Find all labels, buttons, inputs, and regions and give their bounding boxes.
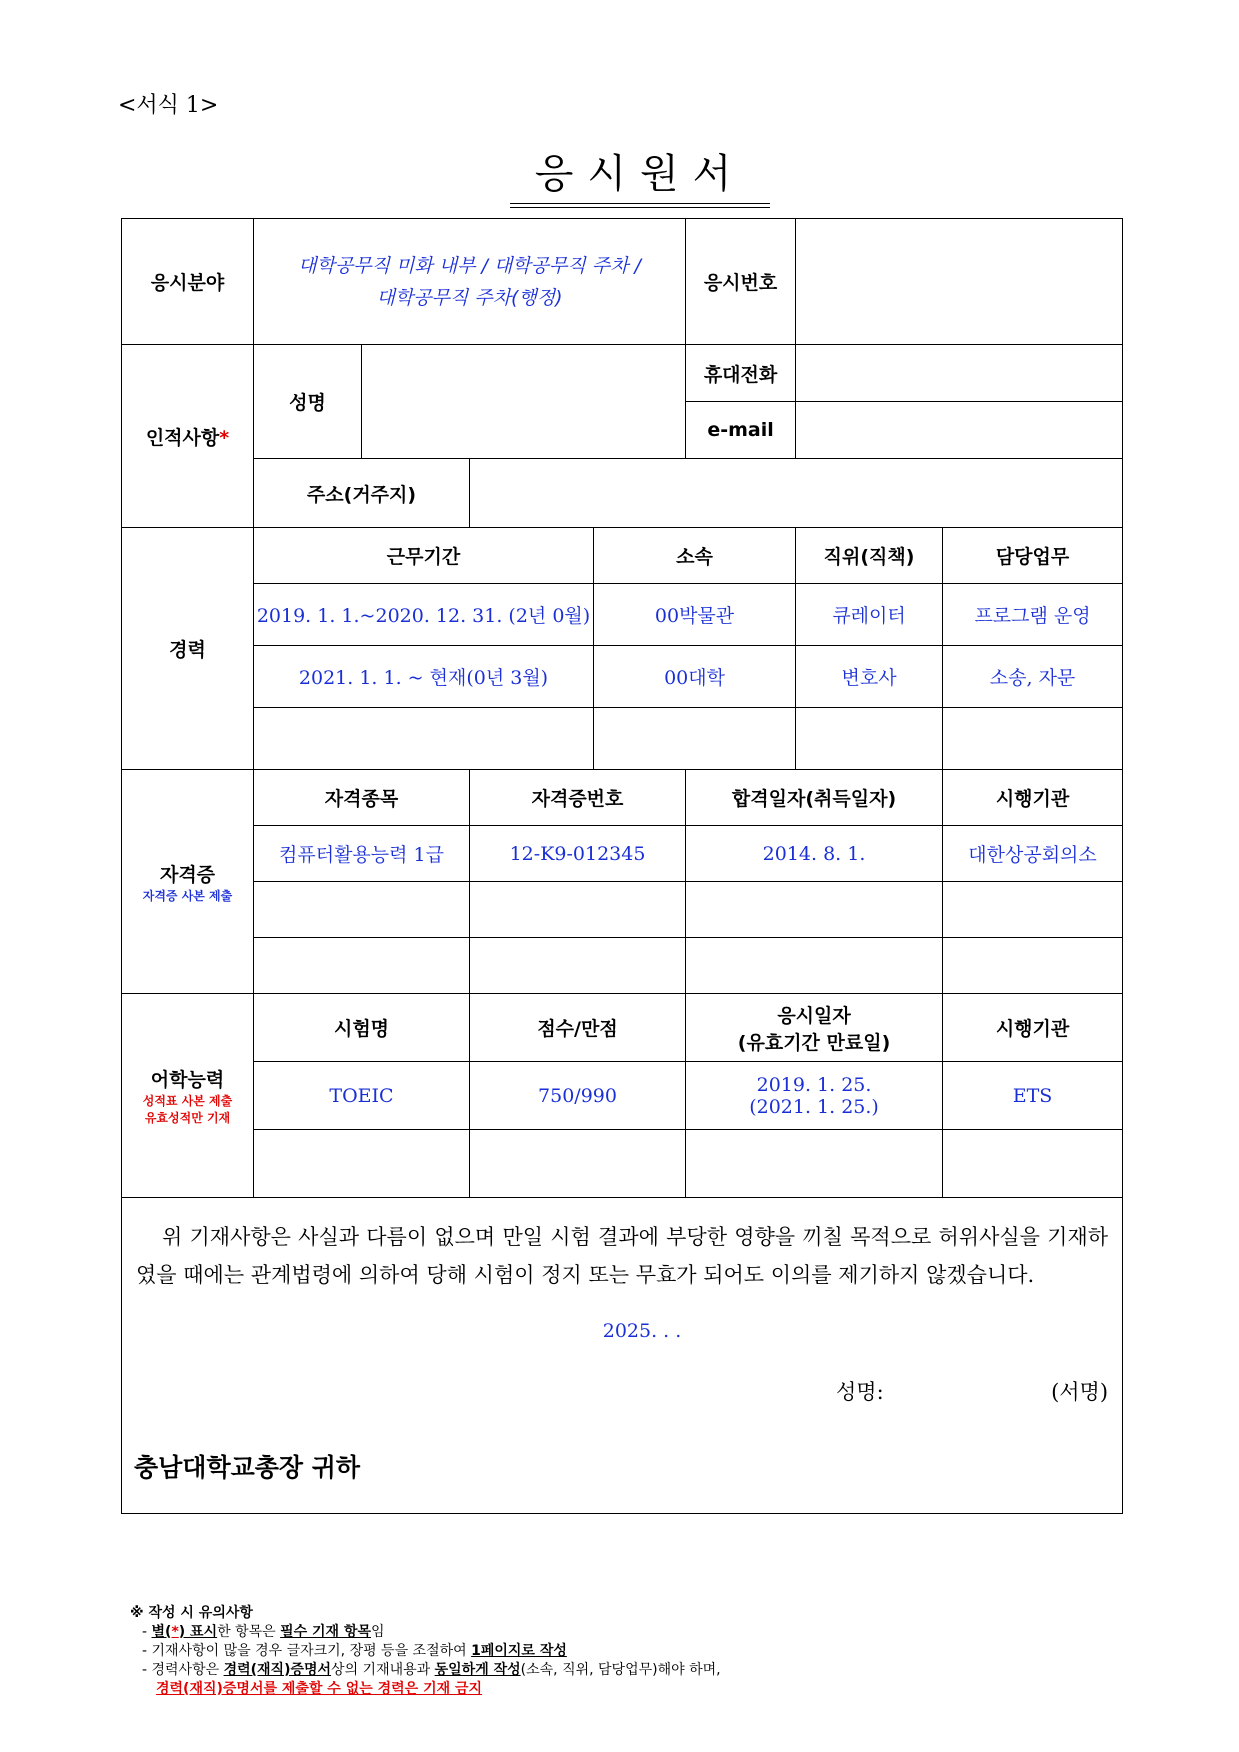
- personal-label-text: 인적사항: [145, 426, 220, 449]
- personal-section-label: [122, 345, 254, 528]
- career-header-org: 소속: [594, 528, 796, 584]
- language-header-exam: 시험명: [254, 994, 470, 1062]
- language-date[interactable]: [686, 1062, 943, 1130]
- license-issuer[interactable]: 대한상공회의소: [943, 826, 1123, 882]
- recipient: 충남대학교총장 귀하: [134, 1453, 361, 1482]
- license-header-number: 자격증번호: [470, 770, 686, 826]
- note1-star: *: [171, 1624, 179, 1640]
- apply-number-value[interactable]: [796, 219, 1123, 345]
- language-section-label: [122, 994, 254, 1198]
- note3-same: 동일하게 작성: [434, 1662, 521, 1678]
- declaration-text: 위 기재사항은 사실과 다름이 없으며 만일 시험 결과에 부당한 영향을 끼칠 목적으로 허위사실을 기재하였을 때에는 관계법령에 의하여 당해 시험이 정지 또는 무효가 되어도 이의를 제기하지 않겠습니다.: [136, 1225, 1109, 1287]
- note3-e: (소속, 직위, 담당업무)해야 하며,: [520, 1662, 721, 1678]
- title-underline-double: [510, 207, 770, 208]
- license-row: [122, 938, 1123, 994]
- career-position[interactable]: 큐레이터: [796, 584, 943, 646]
- language-note-2: 유효성적만 기재: [144, 1111, 231, 1125]
- name-field[interactable]: [362, 345, 686, 459]
- license-section-label: [122, 770, 254, 994]
- note2-text: - 기재사항이 많을 경우 글자크기, 장평 등을 조절하여: [142, 1643, 472, 1659]
- phone-label: 휴대전화: [686, 345, 796, 402]
- personal-row-3: [122, 459, 1123, 528]
- personal-row-1: [122, 345, 1123, 402]
- language-date-line2: (2021. 1. 25.): [749, 1095, 879, 1118]
- language-header-issuer: 시행기관: [943, 994, 1123, 1062]
- note-line-2: [130, 1642, 721, 1661]
- language-header-date-line2: (유효기간 만료일): [737, 1031, 891, 1054]
- language-date[interactable]: [686, 1130, 943, 1198]
- note-line-3: [130, 1661, 721, 1680]
- license-header-row: [122, 770, 1123, 826]
- apply-field-line2: 대학공무직 주차(행정): [376, 286, 563, 309]
- apply-field-line1: 대학공무직 미화 내부 / 대학공무직 주차 /: [298, 254, 641, 277]
- title-underline: [510, 203, 770, 204]
- language-label-text: 어학능력: [150, 1069, 225, 1091]
- license-name[interactable]: 컴퓨터활용능력 1급: [254, 826, 470, 882]
- declaration-row: [122, 1198, 1123, 1514]
- language-issuer[interactable]: [943, 1130, 1123, 1198]
- language-date-line1: 2019. 1. 25.: [756, 1073, 872, 1096]
- apply-field-value[interactable]: [254, 219, 686, 345]
- license-name[interactable]: [254, 938, 470, 994]
- note1-prefix: -: [142, 1624, 152, 1640]
- career-header-period: 근무기간: [254, 528, 594, 584]
- license-date[interactable]: 2014. 8. 1.: [686, 826, 943, 882]
- language-exam[interactable]: TOEIC: [254, 1062, 470, 1130]
- note3-cert: 경력(재직)증명서: [223, 1662, 332, 1678]
- license-issuer[interactable]: [943, 882, 1123, 938]
- license-header-date: 합격일자(취득일자): [686, 770, 943, 826]
- language-row: [122, 1130, 1123, 1198]
- email-field[interactable]: [796, 402, 1123, 459]
- note2-onepage: 1페이지로 작성: [471, 1643, 567, 1659]
- career-org[interactable]: [594, 708, 796, 770]
- career-period[interactable]: [254, 708, 594, 770]
- email-label: e-mail: [686, 402, 796, 459]
- license-note: 자격증 사본 제출: [142, 888, 233, 903]
- apply-row: [122, 219, 1123, 345]
- form-number-label: <서식 1>: [118, 93, 219, 118]
- note1-star-a: 별(: [151, 1624, 172, 1640]
- application-form-table: [121, 218, 1123, 1514]
- career-header-duty: 담당업무: [943, 528, 1123, 584]
- declaration-cell: [122, 1198, 1123, 1514]
- note4-warning: 경력(재직)증명서를 제출할 수 없는 경력은 기재 금지: [156, 1681, 483, 1697]
- page-title-block: [510, 142, 770, 208]
- notes-section: [130, 1604, 721, 1699]
- note1-star-b: ) 표시: [178, 1624, 218, 1640]
- career-duty[interactable]: 소송, 자문: [943, 646, 1123, 708]
- license-number[interactable]: 12-K9-012345: [470, 826, 686, 882]
- license-row: [122, 826, 1123, 882]
- license-name[interactable]: [254, 882, 470, 938]
- signature-row: [136, 1376, 1108, 1416]
- career-section-label: 경력: [122, 528, 254, 770]
- language-note-1: 성적표 사본 제출: [142, 1094, 233, 1108]
- language-header-date-line1: 응시일자: [777, 1004, 851, 1027]
- license-date[interactable]: [686, 938, 943, 994]
- language-score[interactable]: 750/990: [470, 1062, 686, 1130]
- career-row: [122, 584, 1123, 646]
- license-header-issuer: 시행기관: [943, 770, 1123, 826]
- note3-a: - 경력사항은: [142, 1662, 224, 1678]
- note-line-1: [130, 1623, 721, 1642]
- address-label: 주소(거주지): [254, 459, 470, 528]
- page-title: 응시원서: [534, 151, 746, 197]
- language-header-row: [122, 994, 1123, 1062]
- language-row: [122, 1062, 1123, 1130]
- career-org[interactable]: 00대학: [594, 646, 796, 708]
- license-row: [122, 882, 1123, 938]
- license-issuer[interactable]: [943, 938, 1123, 994]
- license-number[interactable]: [470, 882, 686, 938]
- address-field[interactable]: [470, 459, 1123, 528]
- career-position[interactable]: [796, 708, 943, 770]
- language-header-score: 점수/만점: [470, 994, 686, 1062]
- career-row: [122, 646, 1123, 708]
- note-line-4: [130, 1680, 721, 1699]
- license-number[interactable]: [470, 938, 686, 994]
- language-exam[interactable]: [254, 1130, 470, 1198]
- signature-mark[interactable]: (서명): [1051, 1380, 1109, 1404]
- career-row: [122, 708, 1123, 770]
- language-issuer[interactable]: ETS: [943, 1062, 1123, 1130]
- career-position[interactable]: 변호사: [796, 646, 943, 708]
- career-period[interactable]: 2019. 1. 1.~2020. 12. 31. (2년 0월): [254, 584, 594, 646]
- language-score[interactable]: [470, 1130, 686, 1198]
- career-duty[interactable]: [943, 708, 1123, 770]
- signature-label: 성명:: [836, 1380, 884, 1404]
- note1-end: 임: [371, 1624, 385, 1640]
- note1-required: 필수 기재 항목: [280, 1624, 372, 1640]
- career-org[interactable]: 00박물관: [594, 584, 796, 646]
- license-header-name: 자격종목: [254, 770, 470, 826]
- note3-c: 상의 기재내용과: [331, 1662, 435, 1678]
- name-label: 성명: [254, 345, 362, 459]
- career-period[interactable]: 2021. 1. 1. ~ 현재(0년 3월): [254, 646, 594, 708]
- phone-field[interactable]: [796, 345, 1123, 402]
- apply-field-label: 응시분야: [122, 219, 254, 345]
- career-duty[interactable]: 프로그램 운영: [943, 584, 1123, 646]
- career-header-position: 직위(직책): [796, 528, 943, 584]
- language-header-date: [686, 994, 943, 1062]
- required-star: *: [219, 426, 230, 449]
- declaration-date[interactable]: 2025. . .: [602, 1320, 682, 1342]
- license-label-text: 자격증: [159, 863, 216, 886]
- career-header-row: [122, 528, 1123, 584]
- apply-number-label: 응시번호: [686, 219, 796, 345]
- license-date[interactable]: [686, 882, 943, 938]
- note1-mid: 한 항목은: [217, 1624, 281, 1640]
- notes-title: ※ 작성 시 유의사항: [130, 1605, 253, 1621]
